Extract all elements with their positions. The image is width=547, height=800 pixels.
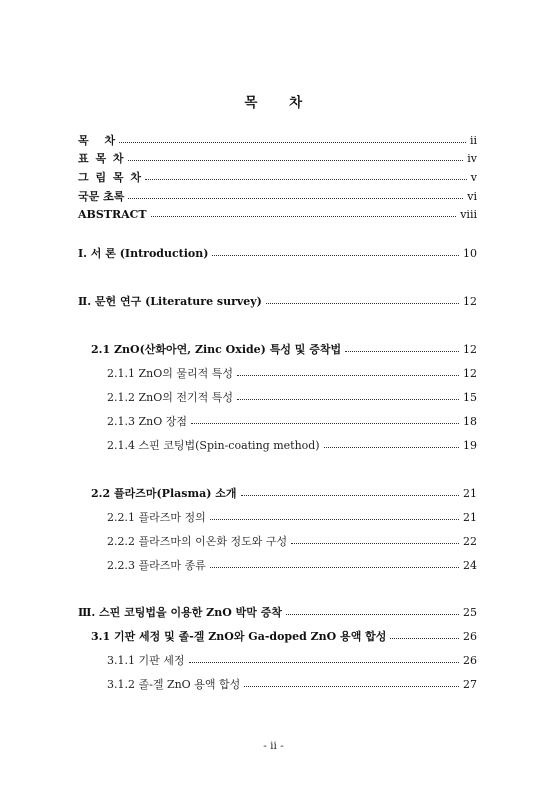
toc-entry-label: 2.1.4 스핀 코팅법(Spin-coating method) [107, 439, 320, 452]
leader-dots [390, 638, 459, 639]
toc-entry [107, 414, 477, 429]
toc-entry-page: vi [467, 190, 477, 203]
page-number-footer: - ii - [263, 740, 284, 752]
toc-entry [78, 246, 477, 261]
toc-entry-label: 목 차 [78, 134, 116, 147]
toc-entry-page: 22 [463, 535, 477, 548]
toc-entry [78, 170, 477, 185]
toc-entry-label: Ⅲ. 스핀 코팅법을 이용한 ZnO 박막 증착 [78, 606, 282, 619]
toc-entry-page: viii [460, 208, 477, 221]
toc-entry-label: Ⅱ. 문헌 연구 (Literature survey) [78, 295, 262, 308]
toc-entry-label: 3.1.2 졸-겔 ZnO 용액 합성 [107, 678, 241, 691]
toc-entry-page: 19 [463, 439, 477, 452]
toc-entry-page: ii [469, 134, 477, 147]
leader-dots [266, 303, 459, 304]
toc-entry-label: 국문 초록 [78, 190, 125, 203]
toc-entry-label: 표 목 차 [78, 152, 124, 165]
leader-dots [244, 686, 459, 687]
toc-entry-page: 12 [463, 295, 477, 308]
toc-entry-page: 15 [463, 391, 477, 404]
toc-entry [78, 189, 477, 204]
toc-entry [78, 605, 477, 620]
toc-entry-label: 그 림 목 차 [78, 171, 141, 184]
toc-entry-page: iv [467, 152, 477, 165]
toc-entry-page: 12 [463, 343, 477, 356]
toc-entry [107, 558, 477, 573]
leader-dots [191, 423, 459, 424]
toc-entry [107, 677, 477, 692]
leader-dots [189, 662, 460, 663]
leader-dots [324, 447, 459, 448]
toc-entry-page: 10 [463, 247, 477, 260]
toc-entry-label: Ⅰ. 서 론 (Introduction) [78, 247, 209, 260]
toc-entry-label: 2.2.1 플라즈마 정의 [107, 511, 206, 524]
toc-entry-label: 2.2.2 플라즈마의 이온화 정도와 구성 [107, 535, 288, 548]
toc-entry [107, 438, 477, 453]
toc-entry-page: 21 [463, 511, 477, 524]
page-title: 목 차 [244, 95, 303, 111]
toc-entry [107, 390, 477, 405]
leader-dots [237, 375, 459, 376]
toc-entry-label: 2.1.3 ZnO 장점 [107, 415, 187, 428]
toc-entry-page: 26 [463, 654, 477, 667]
toc-entry-label: ABSTRACT [78, 208, 147, 221]
toc-entry [107, 366, 477, 381]
toc-entry [107, 653, 477, 668]
toc-entry [107, 510, 477, 525]
toc-entry-label: 3.1 기판 세정 및 졸-겔 ZnO와 Ga-doped ZnO 용액 합성 [91, 630, 387, 643]
toc-entry-page: 21 [463, 487, 477, 500]
toc-entry-page: 27 [463, 678, 477, 691]
toc-entry-label: 3.1.1 기판 세정 [107, 654, 185, 667]
toc-entry [78, 207, 477, 222]
toc-entry-label: 2.2.3 플라즈마 종류 [107, 559, 206, 572]
leader-dots [212, 255, 459, 256]
leader-dots [241, 495, 460, 496]
leader-dots [145, 179, 467, 180]
toc-entry [91, 486, 477, 501]
toc-entry [91, 342, 477, 357]
toc-entry-label: 2.1 ZnO(산화아연, Zinc Oxide) 특성 및 증착법 [91, 343, 342, 356]
toc-entry-page: 12 [463, 367, 477, 380]
toc-entry-page: 25 [463, 606, 477, 619]
toc-entry-page: 24 [463, 559, 477, 572]
toc-entry-label: 2.1.1 ZnO의 물리적 특성 [107, 367, 233, 380]
leader-dots [210, 567, 459, 568]
toc-entry [78, 151, 477, 166]
toc-entry-page: 26 [463, 630, 477, 643]
toc-entry [91, 629, 477, 644]
toc-entry [78, 133, 477, 148]
leader-dots [151, 216, 457, 217]
leader-dots [286, 614, 459, 615]
leader-dots [128, 198, 463, 199]
toc-entry [78, 294, 477, 309]
toc-entry-label: 2.2 플라즈마(Plasma) 소개 [91, 487, 237, 500]
leader-dots [210, 519, 459, 520]
leader-dots [345, 351, 459, 352]
leader-dots [128, 160, 464, 161]
toc-entry-label: 2.1.2 ZnO의 전기적 특성 [107, 391, 233, 404]
leader-dots [237, 399, 459, 400]
leader-dots [119, 142, 466, 143]
toc-entry [107, 534, 477, 549]
leader-dots [291, 543, 459, 544]
toc-entry-page: 18 [463, 415, 477, 428]
toc-entry-page: v [470, 171, 477, 184]
